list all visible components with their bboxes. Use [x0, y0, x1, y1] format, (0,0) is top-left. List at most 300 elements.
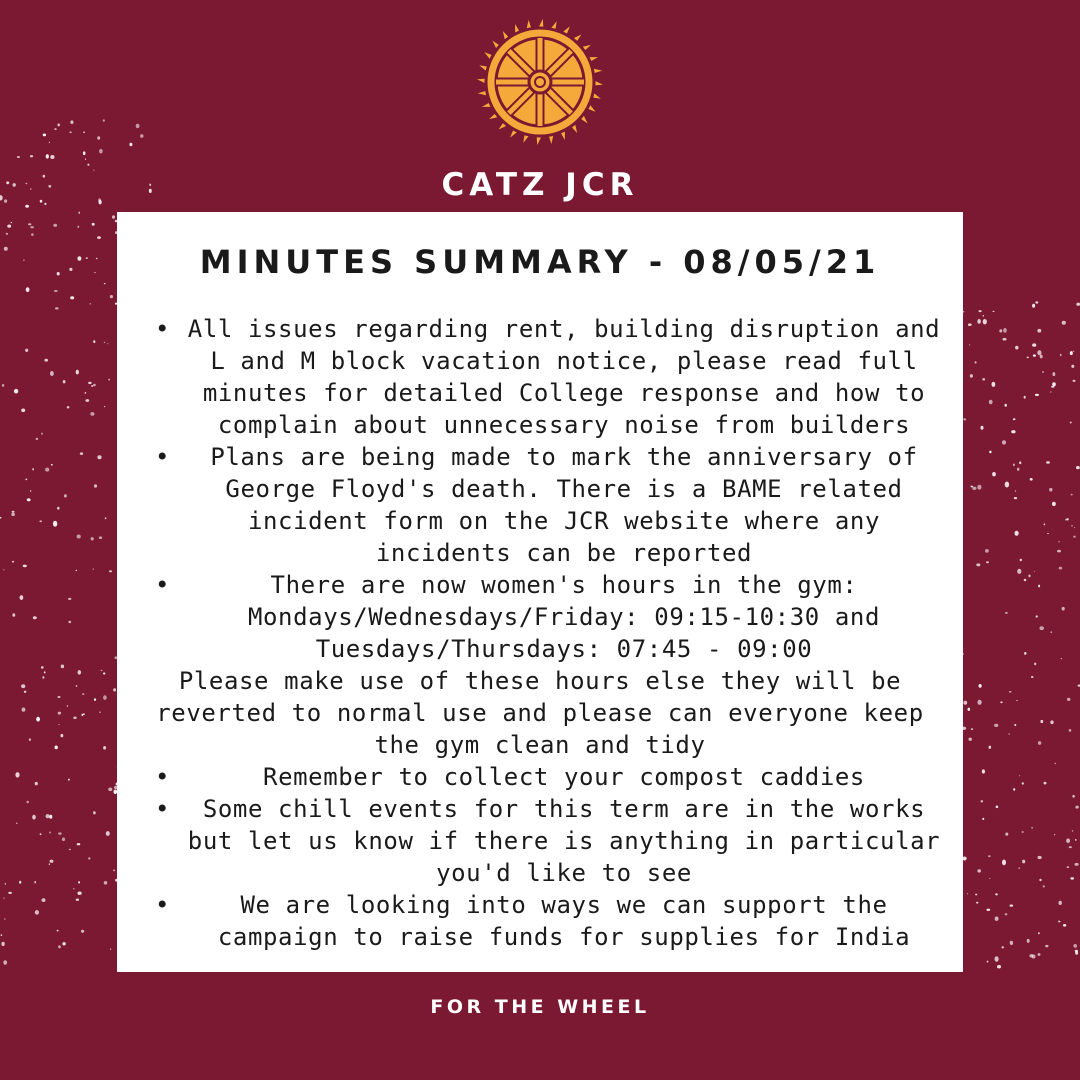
speckle: [21, 409, 25, 413]
speckle: [67, 406, 70, 408]
speckle: [1050, 631, 1052, 633]
speckle: [982, 818, 984, 820]
speckle: [1005, 404, 1007, 407]
item-line: Some chill events for this term are in the works: [202, 795, 926, 823]
speckle: [1067, 698, 1070, 701]
speckle: [94, 484, 97, 488]
speckle: [1062, 607, 1065, 611]
speckle: [969, 344, 970, 345]
speckle: [1050, 720, 1053, 724]
speckle: [1069, 846, 1072, 848]
speckle: [27, 498, 31, 501]
speckle: [992, 382, 996, 387]
speckle: [1024, 396, 1026, 399]
speckle: [57, 930, 59, 932]
speckle: [8, 892, 12, 894]
speckle: [32, 468, 34, 470]
speckle: [983, 319, 987, 324]
speckle: [1027, 357, 1029, 359]
speckle: [1071, 494, 1073, 496]
speckle: [1063, 924, 1066, 927]
speckle: [977, 319, 981, 324]
speckle: [63, 380, 66, 383]
item-line: All issues regarding rent, building disruption and: [187, 315, 941, 343]
speckle: [70, 120, 73, 124]
speckle: [82, 693, 85, 695]
speckle: [979, 684, 982, 688]
speckle: [16, 823, 18, 824]
speckle: [970, 374, 973, 378]
speckle: [4, 919, 6, 920]
speckle: [69, 131, 71, 133]
speckle: [64, 494, 67, 497]
speckle: [49, 142, 50, 143]
speckle: [46, 814, 50, 818]
speckle: [42, 676, 44, 678]
speckle: [26, 287, 30, 292]
speckle: [969, 738, 972, 741]
speckle: [1049, 488, 1052, 492]
speckle: [6, 233, 8, 235]
speckle: [62, 838, 65, 842]
speckle: [15, 772, 19, 777]
speckle: [983, 315, 984, 317]
speckle: [1060, 354, 1062, 356]
speckle: [93, 811, 96, 814]
speckle: [970, 486, 973, 488]
speckle: [12, 511, 15, 513]
speckle: [992, 311, 994, 312]
speckle: [53, 521, 57, 527]
speckle: [104, 342, 105, 343]
wheel-icon: [470, 12, 610, 152]
speckle: [972, 487, 976, 490]
speckle: [94, 698, 96, 701]
speckle: [11, 513, 15, 516]
speckle: [73, 888, 75, 889]
speckle: [981, 800, 984, 802]
speckle: [1070, 877, 1074, 879]
speckle: [91, 537, 94, 540]
speckle: [97, 236, 101, 239]
speckle: [42, 898, 46, 902]
item-line: Plans are being made to mark the anniversary of: [210, 443, 918, 471]
speckle: [1075, 839, 1077, 841]
speckle: [129, 143, 132, 146]
speckle: [1034, 663, 1036, 666]
speckle: [982, 769, 985, 773]
speckle: [1036, 615, 1038, 617]
speckle: [977, 869, 981, 872]
speckle: [23, 260, 24, 261]
speckle: [1062, 321, 1066, 325]
speckle: [23, 565, 27, 568]
speckle: [73, 717, 77, 720]
speckle: [989, 878, 990, 879]
speckle: [1046, 461, 1050, 463]
speckle: [1013, 464, 1015, 467]
note-line: reverted to normal use and please can everyone keep: [156, 699, 924, 727]
speckle: [1072, 795, 1074, 798]
speckle: [1014, 497, 1017, 499]
speckle: [105, 517, 107, 519]
list-item: [127, 569, 953, 665]
speckle: [93, 340, 95, 343]
speckle: [104, 881, 108, 885]
speckle: [76, 370, 79, 375]
speckle: [40, 833, 42, 835]
speckle: [77, 256, 81, 261]
speckle: [33, 616, 37, 619]
speckle: [68, 779, 70, 781]
speckle: [1059, 901, 1062, 905]
speckle: [1015, 346, 1018, 350]
speckle: [104, 406, 105, 407]
speckle: [77, 226, 79, 228]
item-line: incidents can be reported: [375, 539, 753, 567]
speckle: [25, 479, 27, 481]
speckle: [1073, 380, 1076, 382]
speckle: [1071, 525, 1072, 527]
speckle: [988, 855, 991, 857]
speckle: [81, 714, 83, 716]
speckle: [85, 392, 87, 394]
speckle: [80, 452, 83, 455]
speckle: [982, 378, 985, 381]
speckle: [1031, 827, 1033, 829]
speckle: [987, 961, 989, 963]
item-line: minutes for detailed College response and how to: [202, 379, 926, 407]
bullet-icon: •: [155, 443, 171, 471]
speckle: [1076, 303, 1080, 306]
speckle: [110, 295, 113, 298]
speckle: [90, 303, 92, 304]
speckle: [1044, 523, 1046, 525]
speckle: [51, 464, 53, 466]
speckle: [1073, 944, 1077, 948]
speckle: [50, 860, 54, 863]
speckle: [109, 570, 112, 572]
speckle: [1042, 371, 1044, 373]
speckle: [1013, 418, 1016, 420]
speckle: [140, 134, 143, 138]
speckle: [86, 257, 88, 258]
speckle: [20, 595, 24, 600]
speckle: [21, 684, 25, 688]
item-line: you'd like to see: [436, 859, 692, 887]
speckle: [77, 843, 81, 845]
speckle: [978, 700, 982, 705]
speckle: [986, 561, 989, 563]
speckle: [69, 268, 72, 271]
speckle: [54, 128, 56, 130]
speckle: [29, 738, 31, 741]
speckle: [103, 673, 105, 675]
speckle: [58, 124, 60, 127]
speckle: [995, 956, 999, 962]
bullet-icon: •: [155, 891, 171, 919]
bullet-icon: •: [155, 571, 171, 599]
speckle: [94, 272, 95, 273]
speckle: [45, 468, 49, 472]
speckle: [1017, 569, 1021, 574]
speckle: [88, 382, 92, 384]
speckle: [2, 384, 4, 387]
speckle: [1000, 701, 1003, 703]
speckle: [1011, 430, 1015, 433]
speckle: [136, 124, 140, 128]
speckle: [1002, 338, 1006, 341]
speckle: [106, 831, 110, 836]
speckle: [49, 832, 51, 834]
speckle: [108, 788, 112, 792]
item-line: L and M block vacation notice, please read full: [210, 347, 918, 375]
speckle: [1070, 351, 1073, 355]
speckle: [963, 701, 967, 705]
speckle: [85, 158, 86, 160]
speckle: [85, 399, 89, 402]
speckle: [999, 329, 1002, 332]
speckle: [88, 857, 90, 859]
list-item: [127, 313, 953, 441]
speckle: [1076, 466, 1080, 469]
speckle: [49, 863, 50, 865]
speckle: [1022, 860, 1025, 864]
speckle: [1073, 351, 1075, 352]
speckle: [76, 685, 78, 687]
speckle: [1075, 806, 1078, 809]
speckle: [979, 310, 982, 312]
brand-title: CATZ JCR: [441, 167, 639, 203]
speckle: [976, 563, 980, 566]
speckle: [76, 570, 77, 571]
speckle: [1033, 354, 1036, 356]
speckle: [1005, 482, 1009, 488]
speckle: [32, 815, 36, 820]
speckle: [58, 724, 59, 725]
speckle: [1044, 782, 1047, 785]
speckle: [1010, 905, 1014, 907]
gym-note: [127, 665, 953, 761]
note-line: Please make use of these hours else they will be: [178, 667, 902, 695]
speckle: [3, 898, 4, 899]
speckle: [975, 361, 977, 363]
speckle: [1038, 856, 1042, 859]
speckle: [1027, 939, 1030, 943]
minutes-list: [127, 313, 953, 953]
speckle: [1055, 763, 1056, 764]
speckle: [1035, 394, 1039, 396]
speckle: [78, 212, 80, 214]
speckle: [1016, 700, 1017, 701]
speckle: [1035, 301, 1038, 303]
speckle: [1058, 921, 1061, 923]
speckle: [36, 717, 40, 722]
speckle: [995, 893, 998, 895]
speckle: [78, 881, 80, 883]
speckle: [58, 945, 61, 948]
speckle: [41, 666, 44, 669]
speckle: [83, 131, 85, 133]
speckle: [44, 671, 46, 673]
speckle: [96, 258, 98, 259]
speckle: [77, 535, 81, 539]
speckle: [1022, 831, 1024, 833]
speckle: [1005, 612, 1008, 614]
speckle: [1038, 953, 1041, 956]
speckle: [1002, 946, 1004, 948]
speckle: [92, 223, 95, 226]
speckle: [986, 909, 990, 911]
list-item: [127, 761, 953, 793]
speckle: [99, 536, 102, 539]
item-line: Tuesdays/Thursdays: 07:45 - 09:00: [315, 635, 813, 663]
minutes-title: MINUTES SUMMARY - 08/05/21: [199, 243, 881, 281]
speckle: [1073, 536, 1076, 538]
speckle: [78, 892, 82, 895]
speckle: [101, 670, 103, 671]
speckle: [1051, 386, 1054, 388]
speckle: [108, 379, 110, 381]
item-line: campaign to raise funds for supplies for India: [217, 923, 911, 951]
speckle: [1045, 945, 1048, 947]
speckle: [58, 696, 61, 698]
speckle: [1005, 913, 1008, 915]
speckle: [1058, 541, 1059, 542]
item-line: George Floyd's death. There is a BAME related: [225, 475, 903, 503]
speckle: [1061, 658, 1062, 659]
speckle: [44, 359, 48, 362]
speckle: [49, 815, 52, 819]
speckle: [1, 942, 4, 946]
speckle: [1054, 834, 1055, 835]
speckle: [55, 746, 58, 750]
speckle: [963, 418, 966, 420]
speckle: [1037, 350, 1041, 355]
list-item: [127, 889, 953, 953]
speckle: [1075, 863, 1079, 866]
speckle: [99, 149, 103, 154]
item-line: We are looking into ways we can support the: [240, 891, 888, 919]
speckle: [1069, 729, 1072, 732]
speckle: [1075, 950, 1078, 952]
speckle: [994, 724, 998, 727]
speckle: [1008, 733, 1009, 735]
speckle: [1031, 954, 1035, 958]
speckle: [39, 520, 42, 522]
speckle: [997, 965, 1001, 968]
speckle: [1019, 461, 1021, 464]
minutes-card: [117, 212, 963, 972]
speckle: [83, 151, 86, 155]
speckle: [36, 438, 39, 440]
speckle: [989, 400, 993, 405]
speckle: [1003, 328, 1007, 333]
speckle: [1037, 329, 1041, 333]
speckle: [1047, 533, 1049, 534]
speckle: [1059, 567, 1063, 570]
speckle: [55, 307, 59, 309]
speckle: [967, 893, 968, 894]
speckle: [57, 272, 60, 275]
speckle: [1040, 720, 1043, 723]
speckle: [1040, 626, 1044, 630]
speckle: [1039, 879, 1041, 881]
speckle: [1066, 518, 1069, 520]
speckle: [12, 561, 14, 563]
speckle: [24, 691, 27, 693]
speckle: [1014, 724, 1016, 726]
speckle: [989, 451, 991, 454]
speckle: [57, 507, 59, 510]
speckle: [78, 670, 82, 675]
speckle: [1018, 868, 1020, 869]
speckle: [28, 223, 31, 225]
speckle: [1038, 932, 1040, 934]
speckle: [976, 902, 978, 904]
speckle: [30, 490, 31, 492]
bullet-icon: •: [155, 763, 171, 791]
speckle: [1015, 490, 1016, 492]
speckle: [1052, 502, 1056, 506]
speckle: [968, 708, 971, 711]
speckle: [61, 665, 64, 669]
speckle: [1024, 652, 1026, 655]
speckle: [1038, 585, 1040, 588]
speckle: [1022, 782, 1024, 785]
speckle: [1020, 559, 1022, 561]
speckle: [43, 134, 46, 137]
speckle: [54, 290, 58, 292]
speckle: [11, 222, 13, 223]
speckle: [1019, 775, 1020, 776]
speckle: [110, 949, 111, 950]
speckle: [17, 156, 20, 158]
speckle: [1052, 382, 1056, 386]
speckle: [0, 517, 2, 519]
speckle: [61, 734, 64, 737]
speckle: [5, 883, 6, 884]
speckle: [81, 930, 84, 933]
item-line: complain about unnecessary noise from builders: [217, 411, 911, 439]
speckle: [1017, 468, 1019, 471]
speckle: [93, 384, 96, 387]
speckle: [34, 881, 36, 884]
speckle: [97, 136, 100, 140]
speckle: [12, 613, 15, 617]
speckle: [1030, 478, 1033, 481]
speckle: [107, 343, 108, 344]
speckle: [30, 155, 33, 157]
speckle: [25, 349, 28, 352]
footer-tagline: FOR THE WHEEL: [430, 996, 650, 1018]
speckle: [4, 247, 8, 251]
speckle: [7, 225, 11, 228]
speckle: [968, 323, 972, 326]
speckle: [1053, 372, 1056, 376]
speckle: [1032, 304, 1035, 308]
speckle: [104, 283, 106, 284]
speckle: [41, 433, 43, 435]
speckle: [113, 870, 115, 872]
speckle: [992, 472, 996, 476]
speckle: [31, 233, 34, 236]
speckle: [103, 119, 105, 122]
speckle: [1067, 866, 1070, 868]
item-line: but let us know if there is anything in particular: [187, 827, 941, 855]
speckle: [1002, 440, 1006, 444]
speckle: [69, 849, 71, 850]
